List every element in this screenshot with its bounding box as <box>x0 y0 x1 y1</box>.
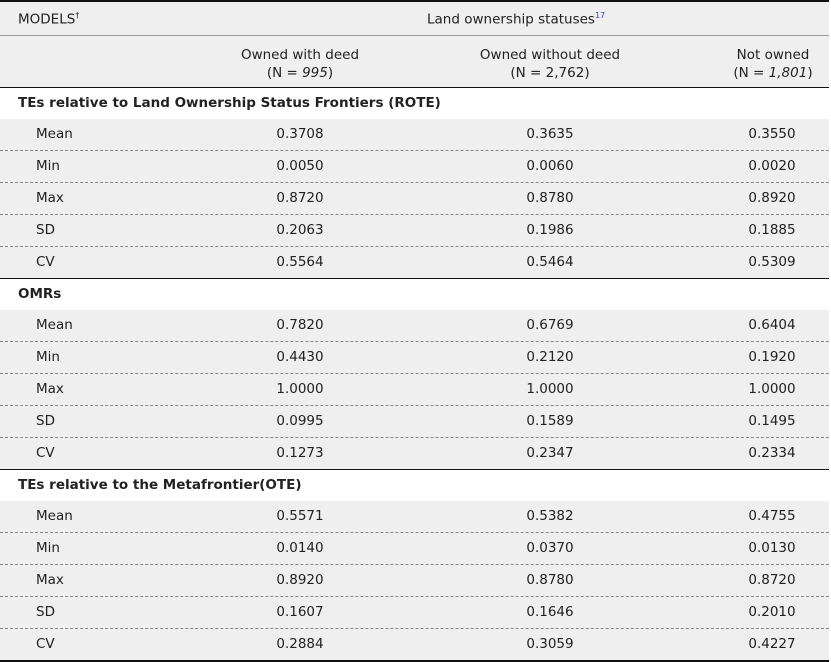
models-label: MODELS <box>18 11 76 28</box>
table-cell: 0.3550 <box>748 126 796 142</box>
table-cell: 0.1273 <box>276 445 324 461</box>
row-label: CV <box>36 636 55 652</box>
table-cell: 0.2063 <box>276 222 324 238</box>
table-cell: 0.8920 <box>748 190 796 206</box>
row-label: SD <box>36 604 55 620</box>
table-row <box>0 373 829 405</box>
column-header-owned-without-deed <box>470 46 630 82</box>
table-row <box>0 310 829 341</box>
table-cell: 0.5464 <box>526 254 574 270</box>
table-cell: 0.3708 <box>276 126 324 142</box>
table-cell: 0.7820 <box>276 317 324 333</box>
column-sample-size: (N = 1,801) <box>733 65 813 81</box>
column-header-not-owned <box>725 46 821 82</box>
table-cell: 0.0995 <box>276 413 324 429</box>
row-label: Max <box>36 190 64 206</box>
table-cell: 0.1885 <box>748 222 796 238</box>
group-label: Land ownership statuses <box>427 11 595 28</box>
table-cell: 0.5564 <box>276 254 324 270</box>
table-cell: 0.0130 <box>748 540 796 556</box>
table-cell: 1.0000 <box>748 381 796 397</box>
table-cell: 0.3635 <box>526 126 574 142</box>
table-cell: 0.8780 <box>526 190 574 206</box>
table-cell: 0.1986 <box>526 222 574 238</box>
table-cell: 0.8720 <box>276 190 324 206</box>
column-sample-size: (N = 995) <box>266 65 334 81</box>
table-cell: 0.4430 <box>276 349 324 365</box>
row-label: CV <box>36 445 55 461</box>
row-label: CV <box>36 254 55 270</box>
table-cell: 0.2884 <box>276 636 324 652</box>
table-row <box>0 119 829 150</box>
row-label: Min <box>36 540 60 556</box>
table-cell: 0.0060 <box>526 158 574 174</box>
table-cell: 0.8920 <box>276 572 324 588</box>
models-footnote-mark: † <box>75 11 80 20</box>
column-title: Owned with deed <box>240 47 360 63</box>
table-cell: 0.1495 <box>748 413 796 429</box>
section-title: TEs relative to Land Ownership Status Frontiers (ROTE) <box>0 87 829 119</box>
column-title: Not owned <box>736 47 810 63</box>
table-row <box>0 246 829 278</box>
row-label: Max <box>36 381 64 397</box>
row-label: SD <box>36 222 55 238</box>
table-cell: 0.0370 <box>526 540 574 556</box>
table-row <box>0 182 829 214</box>
table-cell: 0.1920 <box>748 349 796 365</box>
table-cell: 0.1589 <box>526 413 574 429</box>
table-cell: 0.0050 <box>276 158 324 174</box>
table-row <box>0 532 829 564</box>
table-row <box>0 341 829 373</box>
table-cell: 0.5382 <box>526 508 574 524</box>
table-cell: 0.0020 <box>748 158 796 174</box>
table-row <box>0 405 829 437</box>
table-cell: 0.2347 <box>526 445 574 461</box>
row-label: Max <box>36 572 64 588</box>
table-cell: 1.0000 <box>276 381 324 397</box>
table-cell: 0.2334 <box>748 445 796 461</box>
table-header <box>0 2 829 87</box>
table-cell: 0.2120 <box>526 349 574 365</box>
table-cell: 0.8720 <box>748 572 796 588</box>
table-row <box>0 214 829 246</box>
table-cell: 0.4755 <box>748 508 796 524</box>
table-row <box>0 564 829 596</box>
row-label: Min <box>36 158 60 174</box>
footnote-link[interactable]: 17 <box>594 11 606 20</box>
header-divider <box>0 35 829 36</box>
row-label: Mean <box>36 126 73 142</box>
table-cell: 0.6404 <box>748 317 796 333</box>
models-header <box>18 11 79 28</box>
row-label: Min <box>36 349 60 365</box>
column-sample-size: (N = 2,762) <box>510 65 590 81</box>
row-label: Mean <box>36 317 73 333</box>
row-label: SD <box>36 413 55 429</box>
table-cell: 0.0140 <box>276 540 324 556</box>
table-cell: 0.3059 <box>526 636 574 652</box>
column-title: Owned without deed <box>479 47 621 63</box>
table-cell: 0.2010 <box>748 604 796 620</box>
column-header-owned-with-deed <box>230 46 370 82</box>
table-cell: 0.1646 <box>526 604 574 620</box>
table-cell: 0.5571 <box>276 508 324 524</box>
table-cell: 0.1607 <box>276 604 324 620</box>
table-row <box>0 596 829 628</box>
group-header <box>427 11 605 28</box>
row-label: Mean <box>36 508 73 524</box>
table-row <box>0 501 829 532</box>
table-row <box>0 628 829 660</box>
table-cell: 0.5309 <box>748 254 796 270</box>
table-cell: 0.6769 <box>526 317 574 333</box>
table-cell: 0.8780 <box>526 572 574 588</box>
table-cell: 0.4227 <box>748 636 796 652</box>
section-title: TEs relative to the Metafrontier(OTE) <box>0 469 829 501</box>
section-title: OMRs <box>0 278 829 310</box>
table-row <box>0 437 829 469</box>
table-row <box>0 150 829 182</box>
table-cell: 1.0000 <box>526 381 574 397</box>
